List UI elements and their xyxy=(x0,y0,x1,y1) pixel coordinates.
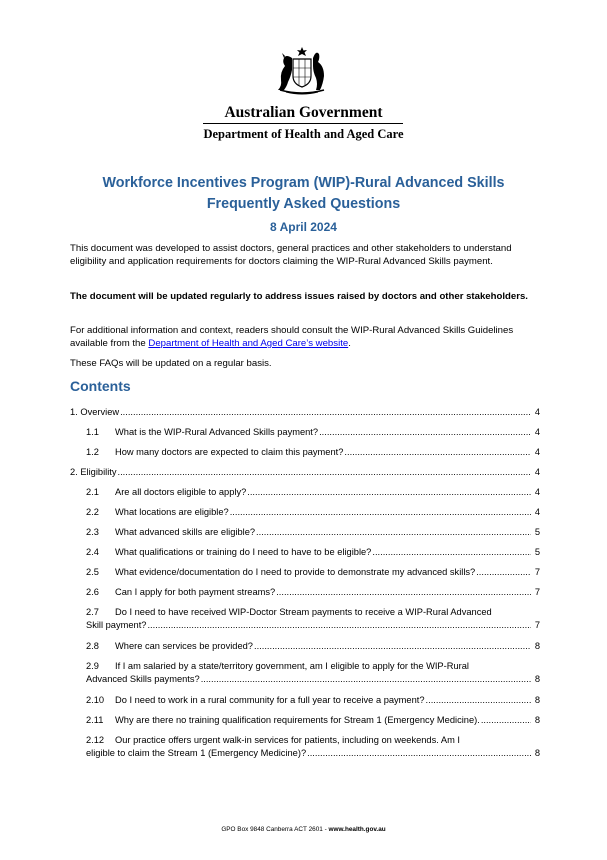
toc-entry-number: 2.3 xyxy=(86,527,99,537)
toc-page-number: 8 xyxy=(534,673,540,684)
toc-leader xyxy=(307,747,531,760)
additional-info-prefix: For additional information and context, readers should consult the WIP-Rural Advanced Skills Guidelines available from the xyxy=(70,325,514,349)
toc-entry-text: Are all doctors eligible to apply? xyxy=(115,487,247,497)
toc-entry-text: 1. Overview xyxy=(70,407,120,417)
toc-entry[interactable] xyxy=(70,486,540,499)
toc-page-number: 7 xyxy=(534,587,540,597)
toc-entry[interactable] xyxy=(70,446,540,459)
toc-leader xyxy=(481,714,531,727)
toc-entry-number: 2.9 xyxy=(86,661,99,671)
faq-update-note: These FAQs will be updated on a regular basis. xyxy=(70,358,272,369)
toc-page-number: 4 xyxy=(534,487,540,497)
toc-entry[interactable] xyxy=(70,586,540,599)
toc-entry-number: 2.1 xyxy=(86,487,99,497)
toc-entry-number: 1.1 xyxy=(86,427,99,437)
title-line-1: Workforce Incentives Program (WIP)-Rural Advanced Skills xyxy=(102,175,505,191)
toc-entry-text: Why are there no training qualification requirements for Stream 1 (Emergency Medicine). xyxy=(115,715,480,725)
intro-paragraph: This document was developed to assist doctors, general practices and other stakeholders to understand eligibility and application requirements for doctors claiming the WIP-Rural Advanced Skills payment. xyxy=(70,243,512,267)
footer-address: GPO Box 9848 Canberra ACT 2601 - xyxy=(221,826,329,833)
toc-leader xyxy=(426,694,531,707)
contents-heading: Contents xyxy=(70,378,131,394)
toc-page-number: 8 xyxy=(534,715,540,725)
toc-entry[interactable] xyxy=(70,606,540,631)
toc-entry[interactable] xyxy=(70,714,540,727)
toc-entry-number: 1.2 xyxy=(86,447,99,457)
toc-page-number: 4 xyxy=(534,447,540,457)
toc-page-number: 8 xyxy=(534,747,540,758)
document-date: 8 April 2024 xyxy=(270,220,337,234)
toc-leader xyxy=(372,546,531,559)
toc-page-number: 5 xyxy=(534,547,540,557)
toc-leader xyxy=(256,526,531,539)
toc-entry-number: 2.12 xyxy=(86,735,105,745)
header-divider xyxy=(203,123,403,124)
toc-entry-text: What evidence/documentation do I need to provide to demonstrate my advanced skills? xyxy=(115,567,476,577)
toc-leader xyxy=(276,586,531,599)
toc-entry-text: Do I need to have received WIP-Doctor Stream payments to receive a WIP-Rural Advanced xyxy=(115,607,492,617)
toc-entry-number: 2.10 xyxy=(86,695,105,705)
toc-leader xyxy=(254,640,531,653)
toc-entry[interactable] xyxy=(70,566,540,579)
toc-page-number: 8 xyxy=(534,641,540,651)
document-title xyxy=(0,173,607,215)
toc-entry-text: Our practice offers urgent walk-in services for patients, including on weekends. Am I xyxy=(115,735,461,745)
toc-entry-text: Do I need to work in a rural community for a full year to receive a payment? xyxy=(115,695,425,705)
toc-page-number: 8 xyxy=(534,695,540,705)
toc-page-number: 4 xyxy=(534,407,540,417)
toc-page-number: 4 xyxy=(534,507,540,517)
toc-entry-text: What advanced skills are eligible? xyxy=(115,527,256,537)
toc-entry-number: 2.4 xyxy=(86,547,99,557)
department-website-link[interactable]: Department of Health and Aged Care’s website xyxy=(148,338,349,349)
toc-entry[interactable] xyxy=(70,694,540,707)
toc-entry-text: If I am salaried by a state/territory government, am I eligible to apply for the WIP-Rural xyxy=(115,661,469,671)
toc-entry-number: 2.7 xyxy=(86,607,99,617)
toc-leader xyxy=(476,566,531,579)
toc-entry-text-continued: eligible to claim the Stream 1 (Emergency Medicine)? xyxy=(86,747,307,758)
toc-entry[interactable] xyxy=(70,734,540,759)
toc-entry-text: What qualifications or training do I need to have to be eligible? xyxy=(115,547,372,557)
toc-entry[interactable] xyxy=(70,660,540,685)
department-name: Department of Health and Aged Care xyxy=(203,127,404,141)
toc-entry-text: What is the WIP-Rural Advanced Skills payment? xyxy=(115,427,319,437)
toc-page-number: 7 xyxy=(534,619,540,630)
toc-entry-text-continued: Advanced Skills payments? xyxy=(86,673,200,684)
government-name: Australian Government xyxy=(224,104,383,121)
title-line-2: Frequently Asked Questions xyxy=(206,196,401,212)
toc-entry[interactable] xyxy=(70,526,540,539)
toc-leader xyxy=(344,446,531,459)
toc-leader xyxy=(120,406,531,419)
page-footer xyxy=(0,826,607,833)
toc-entry[interactable] xyxy=(70,466,540,479)
toc-leader xyxy=(201,673,531,686)
toc-page-number: 4 xyxy=(534,467,540,477)
additional-info-suffix: . xyxy=(348,338,351,349)
toc-leader xyxy=(147,619,531,632)
toc-entry-text-continued: Skill payment? xyxy=(86,619,147,630)
toc-entry-text: Where can services be provided? xyxy=(115,641,253,651)
toc-entry[interactable] xyxy=(70,640,540,653)
toc-entry-number: 2.5 xyxy=(86,567,99,577)
toc-entry-text: What locations are eligible? xyxy=(115,507,229,517)
additional-info-paragraph xyxy=(70,324,540,350)
toc-entry-number: 2.6 xyxy=(86,587,99,597)
toc-entry-text: Can I apply for both payment streams? xyxy=(115,587,276,597)
toc-entry[interactable] xyxy=(70,406,540,419)
toc-entry[interactable] xyxy=(70,546,540,559)
toc-leader xyxy=(230,506,531,519)
footer-website: www.health.gov.au xyxy=(328,826,386,833)
toc-page-number: 5 xyxy=(534,527,540,537)
toc-entry-text: 2. Eligibility xyxy=(70,467,117,477)
toc-entry[interactable] xyxy=(70,426,540,439)
toc-leader xyxy=(247,486,531,499)
update-notice: The document will be updated regularly to address issues raised by doctors and other stakeholders. xyxy=(70,291,528,302)
toc-page-number: 4 xyxy=(534,427,540,437)
toc-entry-text: How many doctors are expected to claim this payment? xyxy=(115,447,344,457)
toc-entry-number: 2.11 xyxy=(86,715,104,725)
toc-leader xyxy=(118,466,531,479)
coat-of-arms-icon xyxy=(266,46,338,96)
toc-entry[interactable] xyxy=(70,506,540,519)
toc-entry-number: 2.2 xyxy=(86,507,99,517)
toc-page-number: 7 xyxy=(534,567,540,577)
toc-leader xyxy=(319,426,531,439)
toc-entry-number: 2.8 xyxy=(86,641,99,651)
